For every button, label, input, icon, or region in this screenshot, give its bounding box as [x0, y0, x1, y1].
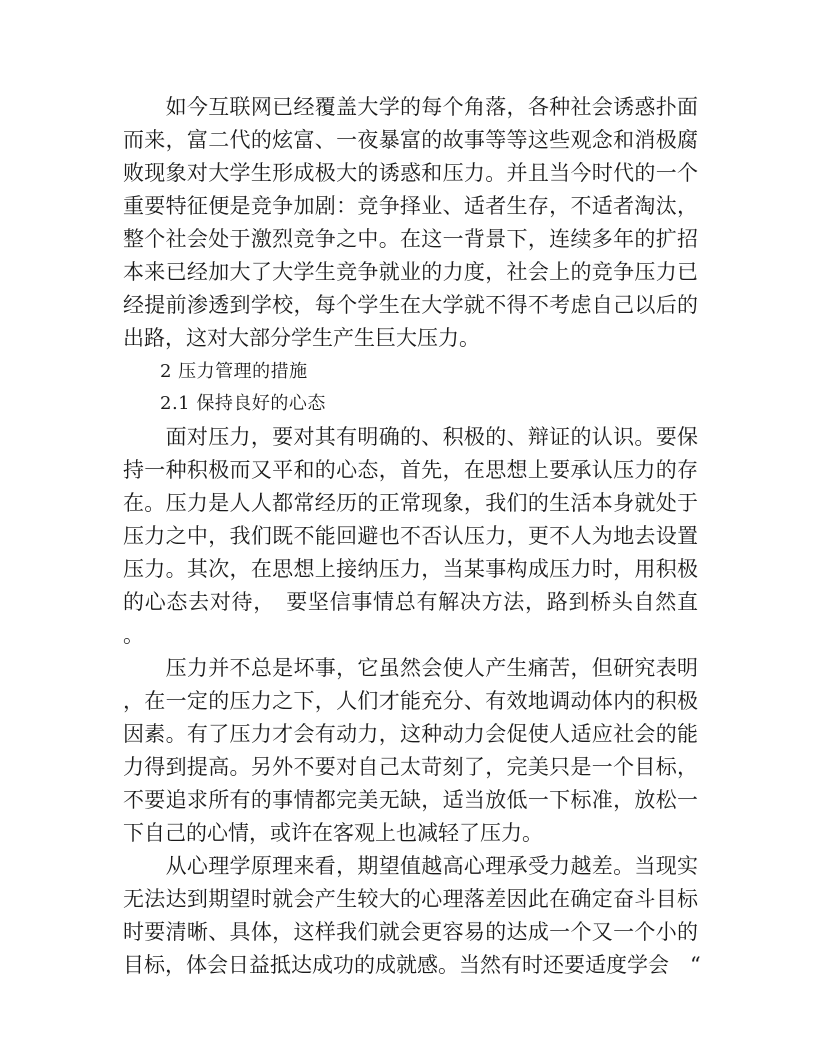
paragraph-line: 在。压力是人人都常经历的正常现象，我们的生活本身就处于	[123, 491, 698, 515]
paragraph-line: 因素。有了压力才会有动力，这种动力会促使人适应社会的能	[123, 722, 698, 746]
paragraph-line: 本来已经加大了大学生竞争就业的力度，社会上的竞争压力已	[123, 260, 698, 284]
paragraph-line: 如今互联网已经覆盖大学的每个角落，各种社会诱惑扑面	[123, 95, 698, 119]
paragraph-line: 持一种积极而又平和的心态，首先，在思想上要承认压力的存	[123, 458, 698, 482]
paragraph-line: 无法达到期望时就会产生较大的心理落差因此在确定奋斗目标	[123, 887, 698, 911]
paragraph-line: 而来，富二代的炫富、一夜暴富的故事等等这些观念和消极腐	[123, 128, 698, 152]
section-heading: 2 压力管理的措施	[123, 361, 308, 382]
paragraph-line: 整个社会处于激烈竞争之中。在这一背景下，连续多年的扩招	[123, 227, 698, 251]
paragraph-line: 下自己的心情，或许在客观上也减轻了压力。	[123, 821, 543, 845]
paragraph-line: 。	[123, 623, 144, 647]
paragraph-line: 败现象对大学生形成极大的诱惑和压力。并且当今时代的一个	[123, 161, 698, 185]
paragraph-line: 不要追求所有的事情都完美无缺，适当放低一下标准，放松一	[123, 788, 698, 812]
subsection-heading: 2.1 保持良好的心态	[123, 393, 326, 414]
paragraph-line: 时要清晰、具体，这样我们就会更容易的达成一个又一个小的	[123, 920, 698, 944]
paragraph-line: 从心理学原理来看，期望值越高心理承受力越差。当现实	[123, 854, 698, 878]
paragraph-line: 压力。其次，在思想上接纳压力，当某事构成压力时，用积极	[123, 557, 698, 581]
paragraph-line: 面对压力，要对其有明确的、积极的、辩证的认识。要保	[123, 425, 698, 449]
paragraph-line: 目标，体会日益抵达成功的成就感。当然有时还要适度学会 “	[123, 953, 701, 977]
paragraph-line: ，在一定的压力之下，人们才能充分、有效地调动体内的积极	[123, 689, 698, 713]
paragraph-line: 压力之中，我们既不能回避也不否认压力，更不人为地去设置	[123, 524, 698, 548]
paragraph-line: 压力并不总是坏事，它虽然会使人产生痛苦，但研究表明	[123, 656, 698, 680]
paragraph-line: 出路，这对大部分学生产生巨大压力。	[123, 326, 480, 350]
paragraph-line: 经提前渗透到学校，每个学生在大学就不得不考虑自己以后的	[123, 293, 698, 317]
paragraph-line: 重要特征便是竞争加剧：竞争择业、适者生存，不适者淘汰，	[123, 194, 698, 218]
paragraph-line: 力得到提高。另外不要对自己太苛刻了，完美只是一个目标，	[123, 755, 698, 779]
paragraph-line: 的心态去对待， 要坚信事情总有解决方法，路到桥头自然直	[123, 590, 698, 614]
